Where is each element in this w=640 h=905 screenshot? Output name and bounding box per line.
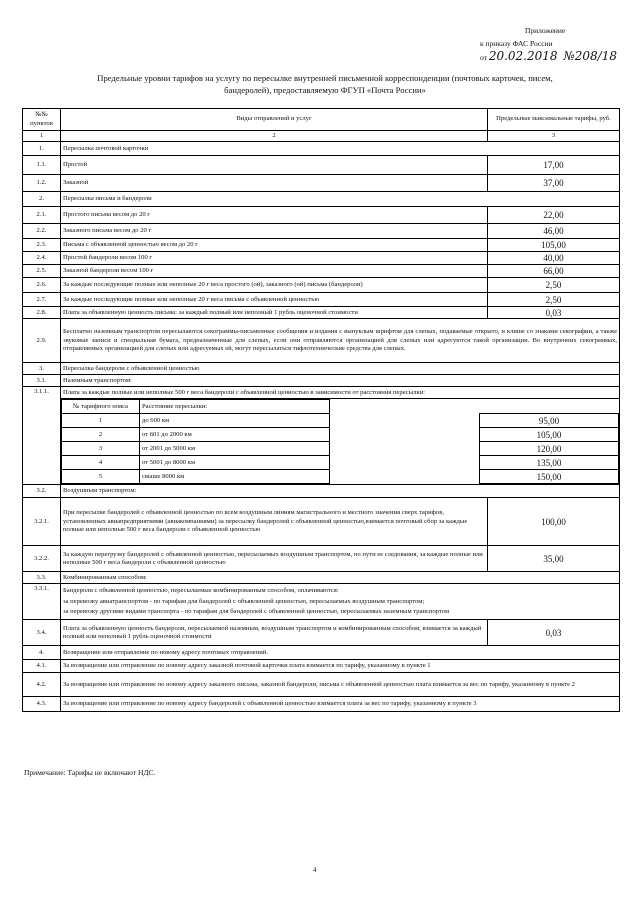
- distance-price: 95,00: [480, 414, 619, 428]
- distance-header-zone: № тарифного пояса: [62, 400, 140, 414]
- table-row: [23, 239, 620, 252]
- distance-spacer: [480, 400, 619, 414]
- row-number: 4.2.: [23, 673, 61, 697]
- distance-zone: 1: [62, 414, 140, 428]
- distance-spacer: [330, 470, 480, 484]
- row-number: 2.1.: [23, 207, 61, 224]
- vat-note: Примечание: Тарифы не включают НДС.: [24, 768, 156, 777]
- row-price: 40,00: [488, 252, 620, 265]
- appendix-block: [470, 24, 630, 64]
- document-heading: [30, 72, 620, 96]
- row-text: Простой: [61, 156, 488, 175]
- row-text: Наземным транспортом:: [61, 375, 620, 387]
- distance-range: до 600 км: [140, 414, 330, 428]
- row-text: При пересылке бандеролей с объявленной ценностью по всем воздушным линиям магистрального и местного значения сверх тарифов, установленных авиапредприятиями (авиакомпаниями) за пересылку бандеролей с объявленной ценностью,взимается почтовый сбор за каждые полные или неполные 500 г веса бандероли с объявленной ценностью: [61, 498, 488, 546]
- row-text: Комбинированным способом:: [61, 572, 620, 584]
- table-row: [23, 660, 620, 673]
- row-price: 0,03: [488, 307, 620, 319]
- row-text: Простой бандероли весом 100 г: [61, 252, 488, 265]
- row-text: Плата за объявленную ценность бандероли, пересылаемой наземным, воздушным транспортом и комбинированным способом, взимается за каждый полный или неполный 1 рубль оценочной стоимости: [61, 620, 488, 646]
- row-number: 2.: [23, 192, 61, 207]
- row-price: 17,00: [488, 156, 620, 175]
- table-row: [23, 387, 620, 399]
- row-price: 35,00: [488, 546, 620, 572]
- row-number: 1.1.: [23, 156, 61, 175]
- row-text: Заказной: [61, 175, 488, 192]
- row-text: Пересылка письма и бандероли: [61, 192, 620, 207]
- table-row: [23, 207, 620, 224]
- row-text: [61, 584, 620, 620]
- row-price: 105,00: [488, 239, 620, 252]
- header-services: Виды отправлений и услуг: [61, 109, 488, 131]
- row-number: 1.2.: [23, 175, 61, 192]
- distance-table: [61, 399, 619, 484]
- table-row: [23, 175, 620, 192]
- distance-row: [62, 428, 619, 442]
- row-text: Заказного письма весом до 20 г: [61, 224, 488, 239]
- table-row: [23, 498, 620, 546]
- row-price: 46,00: [488, 224, 620, 239]
- row-price: 100,00: [488, 498, 620, 546]
- distance-price: 105,00: [480, 428, 619, 442]
- table-row: [23, 697, 620, 712]
- heading-line-2: бандеролей), предоставляемую ФГУП «Почта России»: [224, 85, 426, 95]
- table-row: [23, 319, 620, 363]
- distance-table-row: [23, 399, 620, 485]
- row-text: Возвращение или отправление по новому адресу почтовых отправлений.: [61, 646, 620, 660]
- row-number: 4.: [23, 646, 61, 660]
- distance-row: [62, 470, 619, 484]
- distance-range: от 601 до 2000 км: [140, 428, 330, 442]
- table-row: [23, 224, 620, 239]
- row-text: Заказной бандероли весом 100 г: [61, 265, 488, 278]
- distance-zone: 5: [62, 470, 140, 484]
- row-number: 4.3.: [23, 697, 61, 712]
- table-row: [23, 156, 620, 175]
- row-number: 3.4.: [23, 620, 61, 646]
- row-number: 3.2.: [23, 485, 61, 498]
- row-text: Плата за каждые полные или неполные 500 г веса бандероли с объявленной ценностью в зависимости от расстояния пересылки:: [61, 387, 620, 399]
- row-price: 2,50: [488, 293, 620, 307]
- table-row: [23, 646, 620, 660]
- row-text-line: Бандероли с объявленной ценностью, пересылаемые комбинированным способом, оплачиваются:: [63, 587, 339, 595]
- table-header-row: [23, 109, 620, 131]
- table-row: [23, 142, 620, 156]
- row-number: 2.9.: [23, 319, 61, 363]
- table-row: [23, 620, 620, 646]
- row-number: 2.5.: [23, 265, 61, 278]
- row-number: 2.8.: [23, 307, 61, 319]
- distance-price: 120,00: [480, 442, 619, 456]
- table-row: [23, 252, 620, 265]
- table-row: [23, 584, 620, 620]
- row-number: 3.3.1.: [23, 584, 61, 620]
- distance-range: от 2001 до 5000 км: [140, 442, 330, 456]
- header-points: №№ пунктов: [23, 109, 61, 131]
- appendix-order-line: к приказу ФАС России: [480, 39, 553, 48]
- distance-zone: 4: [62, 456, 140, 470]
- heading-line-1: Предельные уровни тарифов на услугу по пересылке внутренней письменной корреспонденции (почтовых карточек, писем,: [97, 73, 553, 83]
- table-row: [23, 485, 620, 498]
- row-text: Воздушным транспортом:: [61, 485, 620, 498]
- row-number: 3.2.2.: [23, 546, 61, 572]
- distance-spacer: [330, 442, 480, 456]
- distance-zone: 2: [62, 428, 140, 442]
- appendix-date-line: [470, 50, 630, 64]
- row-price: 22,00: [488, 207, 620, 224]
- distance-spacer: [330, 414, 480, 428]
- table-row: [23, 375, 620, 387]
- header-tariffs: Предельные максимальные тарифы, руб.: [488, 109, 620, 131]
- row-number: 4.1.: [23, 660, 61, 673]
- row-number: 2.6.: [23, 278, 61, 293]
- distance-range: от 5001 до 8000 км: [140, 456, 330, 470]
- table-row: [23, 546, 620, 572]
- row-text: Пересылка почтовой карточки: [61, 142, 620, 156]
- table-row: [23, 265, 620, 278]
- header-num-3: 3: [488, 131, 620, 142]
- row-text-line: за перевозку авиатранспортом - по тарифам для бандеролей с объявленной ценностью, пересылаемых воздушным транспортом;: [63, 597, 425, 605]
- table-row: [23, 673, 620, 697]
- row-text: Простого письма весом до 20 г: [61, 207, 488, 224]
- distance-header-row: [62, 400, 619, 414]
- row-number: 2.4.: [23, 252, 61, 265]
- row-text-line: за перевозку другими видами транспорта - по тарифам для бандеролей с объявленной ценностью, пересылаемых наземным транспортом: [63, 607, 450, 615]
- row-text: За возвращение или отправление по новому адресу заказной почтовой карточки плата взимается по тарифу, указанному в пункте 1: [61, 660, 620, 673]
- row-price: 0,03: [488, 620, 620, 646]
- header-num-1: 1: [23, 131, 61, 142]
- table-row: [23, 293, 620, 307]
- handwritten-number: №208/18: [563, 49, 617, 63]
- row-number: 3.1.1.: [23, 387, 61, 485]
- distance-spacer: [330, 456, 480, 470]
- distance-price: 135,00: [480, 456, 619, 470]
- distance-range: свыше 8000 км: [140, 470, 330, 484]
- table-row: [23, 307, 620, 319]
- row-price: 37,00: [488, 175, 620, 192]
- table-row: [23, 278, 620, 293]
- row-text: За возвращение или отправление по новому адресу заказного письма, заказной бандероли, письма с объявленной ценностью плата взимается за вес по тарифу, указанному в пункте 2: [61, 673, 620, 697]
- row-number: 3.2.1.: [23, 498, 61, 546]
- distance-spacer: [330, 400, 480, 414]
- row-text: За каждые последующие полные или неполные 20 г веса простого (ой), заказного (ой) письма (бандероли): [61, 278, 488, 293]
- row-number: 3.1.: [23, 375, 61, 387]
- row-text: Плата за объявленную ценность письма: за каждый полный или неполный 1 рубль оценочной стоимости: [61, 307, 488, 319]
- row-number: 3.3.: [23, 572, 61, 584]
- row-text: Письма с объявленной ценностью весом до 20 г: [61, 239, 488, 252]
- row-number: 2.3.: [23, 239, 61, 252]
- tariff-table: [22, 108, 620, 712]
- distance-zone: 3: [62, 442, 140, 456]
- distance-row: [62, 442, 619, 456]
- table-header-numbers: [23, 131, 620, 142]
- header-num-2: 2: [61, 131, 488, 142]
- page-number: 4: [313, 866, 317, 874]
- table-row: [23, 192, 620, 207]
- appendix-title: Приложение: [525, 26, 566, 35]
- row-text: Бесплатно наземным транспортом пересылаются секограммы-письменные сообщения и издания с выпуклым шрифтом для слепых, подаваемые открыто, и клише со знаками секографии, а также звуковые записи и специальная бумага, предназначенные для слепых, если они отправляются организацией для слепых или адресуются такой организации. Во внутренних секограммах, отправляемых организацией для слепых или адресуемых ей, могут пересылаться тифлотехнические средства для слепых.: [61, 319, 620, 363]
- row-number: 2.7.: [23, 293, 61, 307]
- distance-price: 150,00: [480, 470, 619, 484]
- row-text: За возвращение или отправление по новому адресу бандеролей с объявленной ценностью взимается плата за вес по тарифу, указанному в пункте 3: [61, 697, 620, 712]
- row-text: Пересылка бандероли с объявленной ценностью: [61, 363, 620, 375]
- table-row: [23, 363, 620, 375]
- table-row: [23, 572, 620, 584]
- row-price: 2,50: [488, 278, 620, 293]
- row-text: За каждую перегрузку бандеролей с объявленной ценностью, пересылаемых воздушным транспортом, по пути ее следования, за каждые полные или неполные 500 г веса бандероли с объявленной ценностью: [61, 546, 488, 572]
- distance-row: [62, 456, 619, 470]
- row-price: 66,00: [488, 265, 620, 278]
- distance-header-distance: Расстояние пересылки:: [140, 400, 330, 414]
- handwritten-date: 20.02.2018: [488, 49, 558, 63]
- distance-table-cell: [61, 399, 620, 485]
- distance-row: [62, 414, 619, 428]
- row-text: За каждые последующие полные или неполные 20 г веса письма с объявленной ценностью: [61, 293, 488, 307]
- row-number: 1.: [23, 142, 61, 156]
- appendix-date-prefix: от: [480, 53, 487, 62]
- row-number: 2.2.: [23, 224, 61, 239]
- distance-spacer: [330, 428, 480, 442]
- row-number: 3.: [23, 363, 61, 375]
